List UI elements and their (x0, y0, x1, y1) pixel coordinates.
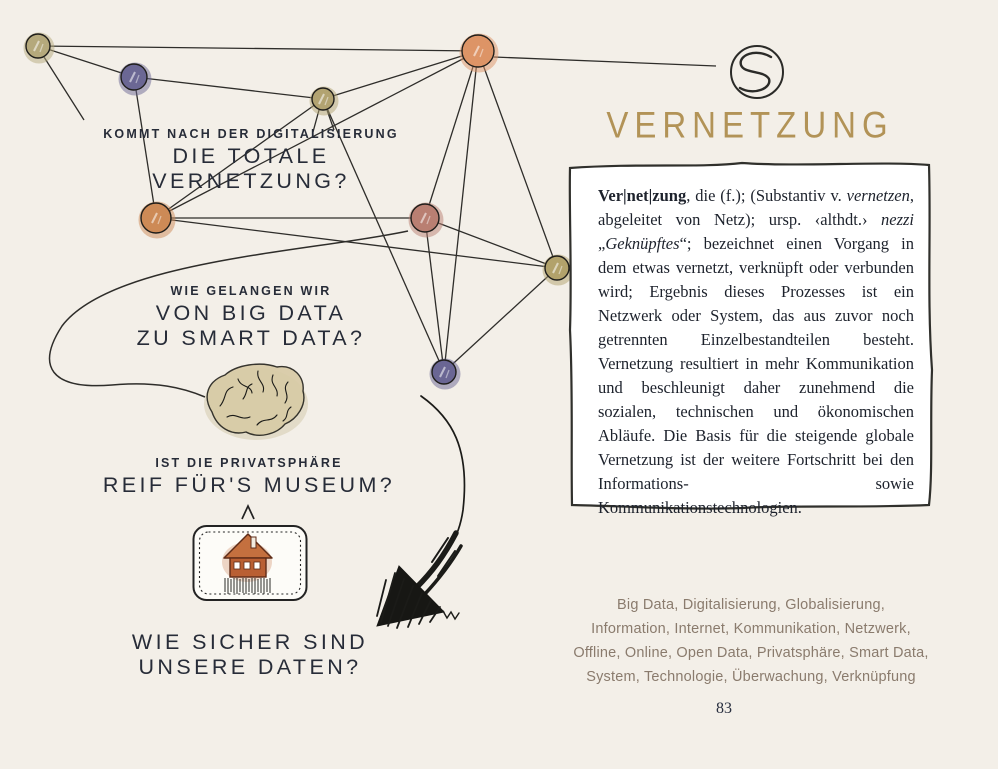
keyword-line: System, Technologie, Überwachung, Verknüpfung (586, 669, 916, 685)
question-line: ZU SMART DATA? (136, 326, 366, 350)
question-line: IST DIE PRIVATSPHÄRE (155, 456, 343, 470)
brain-icon (204, 364, 308, 440)
question-line: KOMMT NACH DER DIGITALISIERUNG (103, 127, 399, 141)
hanger-caret-icon (242, 506, 254, 519)
question-datensicherheit (80, 630, 420, 680)
keyword-line: Offline, Online, Open Data, Privatsphäre, Smart Data, (573, 645, 929, 661)
keyword-line: Information, Internet, Kommunikation, Netzwerk, (591, 621, 911, 637)
question-digitalisierung (75, 127, 427, 194)
question-line: DIE TOTALE VERNETZUNG? (152, 144, 350, 193)
question-line: UNSERE DATEN? (138, 655, 362, 679)
keyword-line: Big Data, Digitalisierung, Globalisierung, (617, 597, 885, 613)
page-title: VERNETZUNG (606, 103, 894, 146)
scribble-arrow-icon (377, 396, 465, 628)
question-line: REIF FÜR'S MUSEUM? (102, 473, 396, 497)
question-line: WIE GELANGEN WIR (170, 284, 332, 298)
s-in-circle-icon (731, 46, 783, 98)
framed-house-icon (194, 506, 307, 600)
page-number: 83 (716, 700, 732, 717)
question-big-data (80, 284, 422, 351)
question-line: VON BIG DATA (155, 301, 347, 325)
question-line: WIE SICHER SIND (131, 630, 369, 654)
keyword-list (565, 593, 937, 689)
definition-text: Ver|net|zung, die (f.); (Substantiv v. vernetzen, abgeleitet von Netz); ursp. ‹althdt.› nezzi „Geknüpftes“; bezeichnet einen Vorgang in dem etwas vernetzt, verknüpft oder verbunden wird; Ergebnis dieses Prozesses ist ein Netzwerk oder System, das aus zuvor noch getrennten Einzelbestandteilen besteht. Vernetzung resultiert in mehr Kommunikation und beschleunigt daher zunehmend die sozialen, technischen und ökonomischen Abläufe. Die Basis für die steigende globale Vernetzung ist der weitere Fortschritt bei den Informations- sowie Kommunikationstechnologien. (598, 186, 914, 517)
question-privatsphaere (76, 456, 422, 498)
